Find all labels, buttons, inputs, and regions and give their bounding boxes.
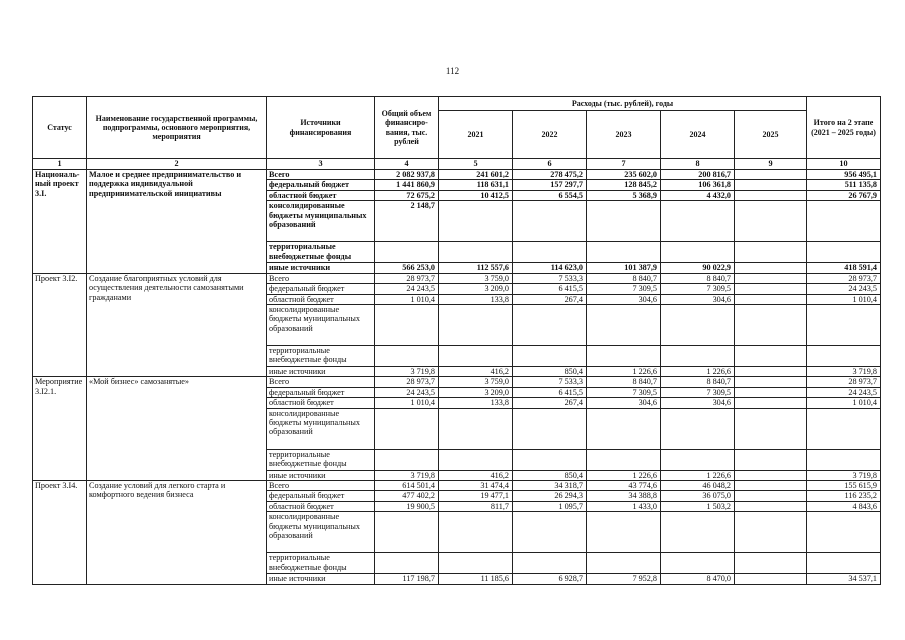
row-value-y2021: 31 474,4 <box>439 481 513 491</box>
row-source: территориальные внебюджетные фонды <box>267 449 375 470</box>
row-value-y2022 <box>513 304 587 345</box>
column-number: 4 <box>375 159 439 170</box>
row-value-total <box>375 408 439 449</box>
row-value-y2025 <box>735 345 807 366</box>
row-value-stage: 3 719,8 <box>807 470 881 480</box>
column-numbers-row <box>33 159 881 170</box>
row-value-stage: 956 495,1 <box>807 170 881 180</box>
row-value-stage: 116 235,2 <box>807 491 881 501</box>
row-value-y2025 <box>735 294 807 304</box>
row-status: Мероприятие 3.I2.1. <box>33 377 87 481</box>
row-value-stage: 1 010,4 <box>807 398 881 408</box>
header-year: 2022 <box>513 111 587 159</box>
row-value-stage <box>807 242 881 263</box>
row-value-y2021 <box>439 512 513 553</box>
row-value-y2022: 6 415,5 <box>513 284 587 294</box>
row-value-y2024: 304,6 <box>661 294 735 304</box>
row-value-y2024: 1 226,6 <box>661 470 735 480</box>
row-value-y2022 <box>513 242 587 263</box>
row-source: федеральный бюджет <box>267 491 375 501</box>
row-value-y2025 <box>735 553 807 574</box>
row-value-y2023 <box>587 345 661 366</box>
row-source: Всего <box>267 170 375 180</box>
row-source: областной бюджет <box>267 501 375 511</box>
row-value-y2023: 1 226,6 <box>587 470 661 480</box>
table-row <box>33 377 881 387</box>
row-value-stage <box>807 512 881 553</box>
row-value-y2023: 8 840,7 <box>587 377 661 387</box>
row-value-total: 477 402,2 <box>375 491 439 501</box>
row-value-stage <box>807 408 881 449</box>
table-row <box>33 481 881 491</box>
row-value-y2022: 34 318,7 <box>513 481 587 491</box>
row-value-y2025 <box>735 304 807 345</box>
row-value-y2022 <box>513 553 587 574</box>
row-value-y2025 <box>735 398 807 408</box>
row-value-y2021: 416,2 <box>439 366 513 376</box>
row-status: Проект 3.I4. <box>33 481 87 585</box>
row-name: Создание благоприятных условий для осуществления деятельности самозанятыми гражданами <box>87 273 267 377</box>
row-value-y2023: 304,6 <box>587 294 661 304</box>
header-year: 2021 <box>439 111 513 159</box>
row-value-y2024: 46 048,2 <box>661 481 735 491</box>
header-name: Наименование государственной программы, подпрограммы, основного мероприятия, мероприятия <box>87 97 267 159</box>
row-source: консолидированные бюджеты муниципальных образований <box>267 512 375 553</box>
row-source: территориальные внебюджетные фонды <box>267 345 375 366</box>
row-value-stage <box>807 553 881 574</box>
row-value-y2024: 304,6 <box>661 398 735 408</box>
row-value-y2023 <box>587 512 661 553</box>
row-status: Националь-ный проект 3.I. <box>33 170 87 274</box>
row-value-y2023 <box>587 242 661 263</box>
row-value-y2023 <box>587 449 661 470</box>
row-value-y2021: 3 759,0 <box>439 377 513 387</box>
header-sources: Источники финансирования <box>267 97 375 159</box>
row-value-total <box>375 304 439 345</box>
row-value-y2022: 278 475,2 <box>513 170 587 180</box>
row-value-total: 3 719,8 <box>375 470 439 480</box>
row-value-y2022 <box>513 512 587 553</box>
row-value-y2021: 3 209,0 <box>439 284 513 294</box>
row-value-total <box>375 345 439 366</box>
row-value-y2025 <box>735 512 807 553</box>
row-value-y2022: 1 095,7 <box>513 501 587 511</box>
row-source: областной бюджет <box>267 398 375 408</box>
row-value-y2025 <box>735 273 807 283</box>
row-value-y2025 <box>735 481 807 491</box>
row-value-stage <box>807 201 881 242</box>
row-value-y2022: 267,4 <box>513 294 587 304</box>
row-value-total: 2 082 937,8 <box>375 170 439 180</box>
row-value-y2021: 19 477,1 <box>439 491 513 501</box>
row-value-y2023: 7 309,5 <box>587 284 661 294</box>
row-value-y2021 <box>439 242 513 263</box>
row-value-total <box>375 553 439 574</box>
row-value-y2024 <box>661 449 735 470</box>
row-value-y2024 <box>661 242 735 263</box>
row-value-y2022: 267,4 <box>513 398 587 408</box>
row-source: иные источники <box>267 470 375 480</box>
row-value-y2023: 1 226,6 <box>587 366 661 376</box>
row-value-y2025 <box>735 408 807 449</box>
row-value-y2021 <box>439 408 513 449</box>
row-value-y2023: 34 388,8 <box>587 491 661 501</box>
row-source: территориальные внебюджетные фонды <box>267 242 375 263</box>
row-value-stage: 4 843,6 <box>807 501 881 511</box>
row-value-y2023: 7 952,8 <box>587 574 661 584</box>
row-value-total <box>375 242 439 263</box>
row-value-y2023: 101 387,9 <box>587 263 661 273</box>
row-value-stage: 3 719,8 <box>807 366 881 376</box>
row-value-y2021: 241 601,2 <box>439 170 513 180</box>
row-value-y2021: 133,8 <box>439 294 513 304</box>
table-header <box>33 97 881 170</box>
row-value-y2022 <box>513 449 587 470</box>
column-number: 1 <box>33 159 87 170</box>
row-value-y2024: 8 840,7 <box>661 273 735 283</box>
row-value-y2023: 1 433,0 <box>587 501 661 511</box>
row-value-stage <box>807 449 881 470</box>
row-value-stage: 34 537,1 <box>807 574 881 584</box>
row-value-y2024: 8 840,7 <box>661 377 735 387</box>
row-value-y2025 <box>735 501 807 511</box>
row-name: Создание условий для легкого старта и комфортного ведения бизнеса <box>87 481 267 585</box>
row-source: иные источники <box>267 366 375 376</box>
row-value-y2025 <box>735 377 807 387</box>
row-source: иные источники <box>267 263 375 273</box>
row-value-y2025 <box>735 574 807 584</box>
row-source: консолидированные бюджеты муниципальных образований <box>267 304 375 345</box>
row-value-y2024: 90 022,9 <box>661 263 735 273</box>
row-value-total: 2 148,7 <box>375 201 439 242</box>
row-value-y2024: 4 432,0 <box>661 190 735 200</box>
row-value-total: 24 243,5 <box>375 284 439 294</box>
row-value-y2022: 7 533,3 <box>513 273 587 283</box>
row-value-total: 28 973,7 <box>375 377 439 387</box>
row-value-total: 72 675,2 <box>375 190 439 200</box>
row-source: федеральный бюджет <box>267 387 375 397</box>
row-value-y2025 <box>735 470 807 480</box>
header-year: 2023 <box>587 111 661 159</box>
row-value-y2022: 6 554,5 <box>513 190 587 200</box>
row-value-y2023: 7 309,5 <box>587 387 661 397</box>
row-value-total: 28 973,7 <box>375 273 439 283</box>
row-value-y2022: 6 928,7 <box>513 574 587 584</box>
row-value-y2022: 157 297,7 <box>513 180 587 190</box>
row-name: «Мой бизнес» самозанятые» <box>87 377 267 481</box>
row-value-stage <box>807 304 881 345</box>
row-value-y2021: 11 185,6 <box>439 574 513 584</box>
row-value-total: 117 198,7 <box>375 574 439 584</box>
row-value-y2022: 26 294,3 <box>513 491 587 501</box>
row-value-y2021 <box>439 304 513 345</box>
row-source: территориальные внебюджетные фонды <box>267 553 375 574</box>
row-value-total: 1 010,4 <box>375 398 439 408</box>
row-value-y2023 <box>587 201 661 242</box>
column-number: 10 <box>807 159 881 170</box>
header-expenses: Расходы (тыс. рублей), годы <box>439 97 807 111</box>
row-value-y2024: 1 503,2 <box>661 501 735 511</box>
row-source: Всего <box>267 377 375 387</box>
row-value-stage: 28 973,7 <box>807 377 881 387</box>
row-value-stage: 28 973,7 <box>807 273 881 283</box>
row-value-y2024 <box>661 345 735 366</box>
row-value-stage: 155 615,9 <box>807 481 881 491</box>
row-value-total <box>375 512 439 553</box>
row-value-total: 3 719,8 <box>375 366 439 376</box>
row-value-y2024: 8 470,0 <box>661 574 735 584</box>
row-value-stage: 26 767,9 <box>807 190 881 200</box>
row-value-y2024 <box>661 201 735 242</box>
column-number: 3 <box>267 159 375 170</box>
row-value-stage: 24 243,5 <box>807 387 881 397</box>
row-value-total: 1 441 860,9 <box>375 180 439 190</box>
row-source: Всего <box>267 481 375 491</box>
row-value-y2024 <box>661 408 735 449</box>
row-value-y2022 <box>513 345 587 366</box>
row-value-y2021: 112 557,6 <box>439 263 513 273</box>
row-value-y2023 <box>587 304 661 345</box>
header-status: Статус <box>33 97 87 159</box>
row-value-y2023: 304,6 <box>587 398 661 408</box>
row-source: федеральный бюджет <box>267 180 375 190</box>
row-value-y2024: 7 309,5 <box>661 284 735 294</box>
row-source: консолидированные бюджеты муниципальных образований <box>267 201 375 242</box>
column-number: 9 <box>735 159 807 170</box>
column-number: 5 <box>439 159 513 170</box>
column-number: 7 <box>587 159 661 170</box>
row-value-y2025 <box>735 263 807 273</box>
row-value-total <box>375 449 439 470</box>
row-value-stage: 24 243,5 <box>807 284 881 294</box>
row-value-y2021: 3 759,0 <box>439 273 513 283</box>
row-value-total: 24 243,5 <box>375 387 439 397</box>
row-value-y2022 <box>513 408 587 449</box>
row-value-total: 19 900,5 <box>375 501 439 511</box>
row-value-y2023 <box>587 408 661 449</box>
row-value-y2021: 118 631,1 <box>439 180 513 190</box>
row-value-y2024 <box>661 512 735 553</box>
row-value-y2021: 3 209,0 <box>439 387 513 397</box>
row-value-y2025 <box>735 284 807 294</box>
row-value-y2021: 10 412,5 <box>439 190 513 200</box>
row-value-y2022: 7 533,3 <box>513 377 587 387</box>
table-row <box>33 170 881 180</box>
row-status: Проект 3.I2. <box>33 273 87 377</box>
row-value-y2025 <box>735 180 807 190</box>
row-value-y2022: 6 415,5 <box>513 387 587 397</box>
table-body <box>33 170 881 585</box>
header-stage-total: Итого на 2 этапе (2021 – 2025 годы) <box>807 97 881 159</box>
row-value-y2025 <box>735 387 807 397</box>
row-value-stage: 511 135,8 <box>807 180 881 190</box>
row-source: консолидированные бюджеты муниципальных образований <box>267 408 375 449</box>
row-value-y2025 <box>735 170 807 180</box>
row-value-stage <box>807 345 881 366</box>
row-value-y2023: 128 845,2 <box>587 180 661 190</box>
row-value-y2023: 43 774,6 <box>587 481 661 491</box>
row-value-y2023: 5 368,9 <box>587 190 661 200</box>
row-value-y2022 <box>513 201 587 242</box>
row-value-total: 614 501,4 <box>375 481 439 491</box>
header-year: 2024 <box>661 111 735 159</box>
header-year: 2025 <box>735 111 807 159</box>
row-value-y2024: 36 075,0 <box>661 491 735 501</box>
row-value-total: 1 010,4 <box>375 294 439 304</box>
row-source: Всего <box>267 273 375 283</box>
row-value-y2024 <box>661 304 735 345</box>
row-value-y2024 <box>661 553 735 574</box>
row-value-y2025 <box>735 190 807 200</box>
row-value-y2021 <box>439 345 513 366</box>
row-value-y2024: 7 309,5 <box>661 387 735 397</box>
row-value-y2021: 416,2 <box>439 470 513 480</box>
column-number: 2 <box>87 159 267 170</box>
row-value-y2023: 8 840,7 <box>587 273 661 283</box>
row-value-y2022: 114 623,0 <box>513 263 587 273</box>
row-source: областной бюджет <box>267 294 375 304</box>
row-value-y2024: 1 226,6 <box>661 366 735 376</box>
row-value-stage: 418 591,4 <box>807 263 881 273</box>
row-value-y2021 <box>439 449 513 470</box>
row-name: Малое и среднее предпринимательство и поддержка индивидуальной предпринимательской инициативы <box>87 170 267 274</box>
row-value-y2021 <box>439 553 513 574</box>
row-source: иные источники <box>267 574 375 584</box>
table-row <box>33 273 881 283</box>
row-value-y2023: 235 602,0 <box>587 170 661 180</box>
row-value-y2022: 850,4 <box>513 366 587 376</box>
row-value-y2024: 200 816,7 <box>661 170 735 180</box>
column-number: 6 <box>513 159 587 170</box>
row-value-y2025 <box>735 201 807 242</box>
header-total: Общий объем финансиро-вания, тыс. рублей <box>375 97 439 159</box>
budget-table <box>32 96 881 585</box>
page-number: 112 <box>445 66 460 76</box>
row-value-y2021 <box>439 201 513 242</box>
row-value-stage: 1 010,4 <box>807 294 881 304</box>
row-value-y2025 <box>735 242 807 263</box>
row-value-y2025 <box>735 491 807 501</box>
row-source: федеральный бюджет <box>267 284 375 294</box>
row-value-y2021: 811,7 <box>439 501 513 511</box>
row-source: областной бюджет <box>267 190 375 200</box>
row-value-y2022: 850,4 <box>513 470 587 480</box>
row-value-y2025 <box>735 449 807 470</box>
column-number: 8 <box>661 159 735 170</box>
row-value-y2023 <box>587 553 661 574</box>
row-value-y2021: 133,8 <box>439 398 513 408</box>
row-value-total: 566 253,0 <box>375 263 439 273</box>
row-value-y2025 <box>735 366 807 376</box>
row-value-y2024: 106 361,8 <box>661 180 735 190</box>
